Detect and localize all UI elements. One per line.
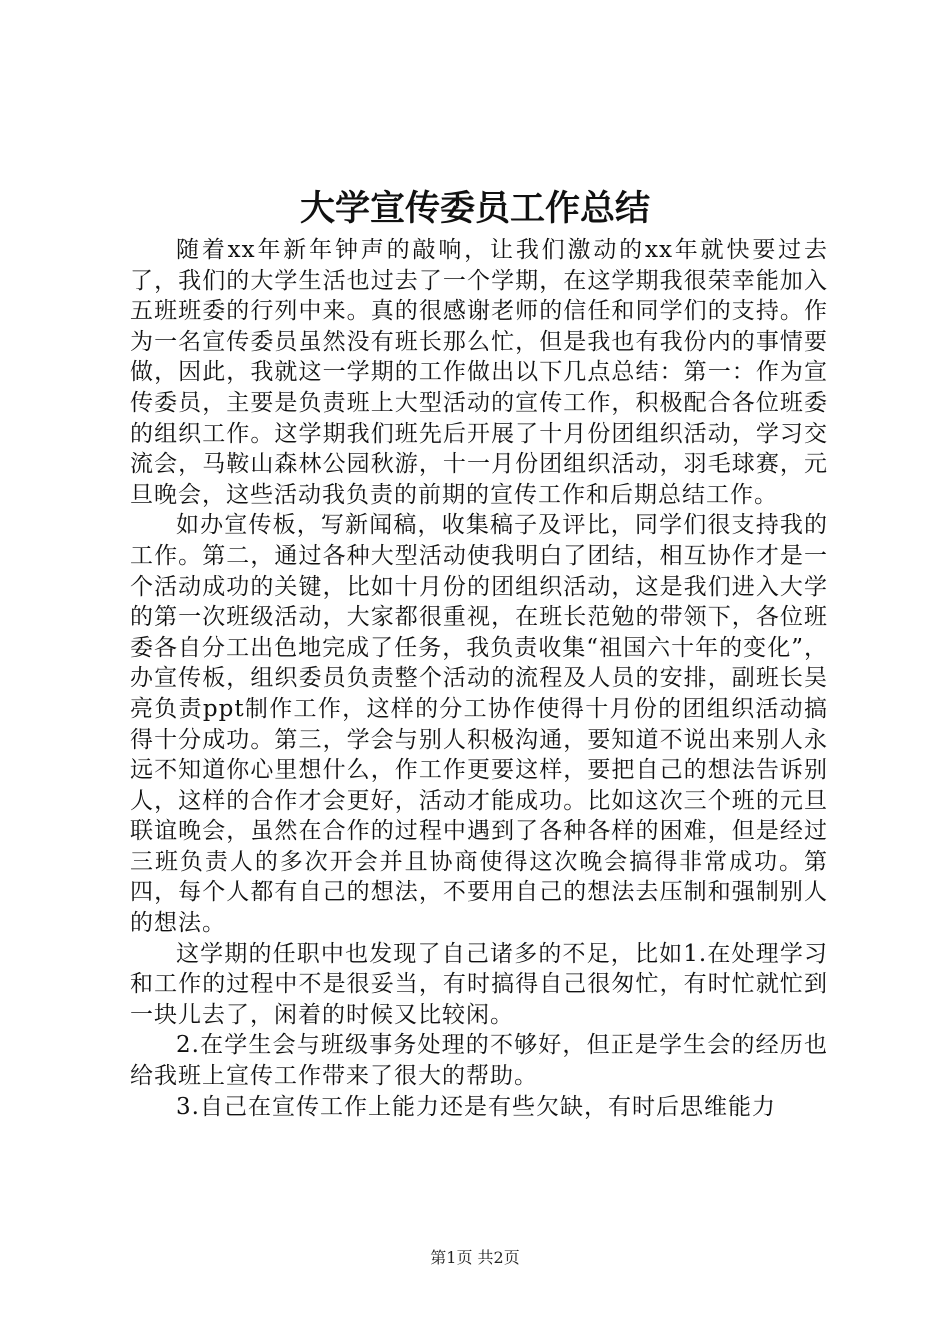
page-footer: 第1页 共2页 bbox=[430, 1248, 520, 1267]
document-body bbox=[130, 235, 828, 1122]
paragraph: 2.在学生会与班级事务处理的不够好，但正是学生会的经历也给我班上宣传工作带来了很大的帮助。 bbox=[130, 1032, 828, 1090]
paragraph: 随着xx年新年钟声的敲响，让我们激动的xx年就快要过去了，我们的大学生活也过去了一个学期，在这学期我很荣幸能加入五班班委的行列中来。真的很感谢老师的信任和同学们的支持。作为一名宣传委员虽然没有班长那么忙，但是我也有我份内的事情要做，因此，我就这一学期的工作做出以下几点总结：第一：作为宣传委员，主要是负责班上大型活动的宣传工作，积极配合各位班委的组织工作。这学期我们班先后开展了十月份团组织活动，学习交流会，马鞍山森林公园秋游，十一月份团组织活动，羽毛球赛，元旦晚会，这些活动我负责的前期的宣传工作和后期总结工作。 bbox=[130, 237, 828, 508]
paragraph: 3.自己在宣传工作上能力还是有些欠缺，有时后思维能力 bbox=[176, 1093, 776, 1120]
paragraph: 这学期的任职中也发现了自己诸多的不足，比如1.在处理学习和工作的过程中不是很妥当，有时搞得自己很匆忙，有时忙就忙到一块儿去了，闲着的时候又比较闲。 bbox=[130, 940, 828, 1028]
document-title: 大学宣传委员工作总结 bbox=[299, 188, 650, 229]
paragraph: 如办宣传板，写新闻稿，收集稿子及评比，同学们很支持我的工作。第二，通过各种大型活动使我明白了团结，相互协作才是一个活动成功的关键，比如十月份的团组织活动，这是我们进入大学的第一次班级活动，大家都很重视，在班长范勉的带领下，各位班委各自分工出色地完成了任务，我负责收集“祖国六十年的变化”，办宣传板，组织委员负责整个活动的流程及人员的安排，副班长吴亮负责ppt制作工作，这样的分工协作使得十月份的团组织活动搞得十分成功。第三，学会与别人积极沟通，要知道不说出来别人永远不知道你心里想什么，作工作更要这样，要把自己的想法告诉别人，这样的合作才会更好，活动才能成功。比如这次三个班的元旦联谊晚会，虽然在合作的过程中遇到了各种各样的困难，但是经过三班负责人的多次开会并且协商使得这次晚会搞得非常成功。第四，每个人都有自己的想法，不要用自己的想法去压制和强制别人的想法。 bbox=[130, 512, 828, 937]
